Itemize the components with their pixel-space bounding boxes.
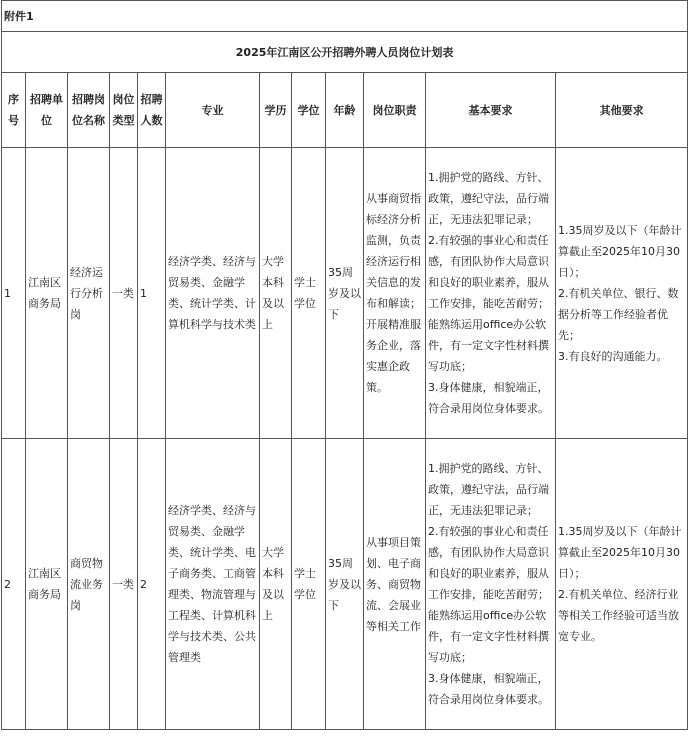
cell-type: 一类 bbox=[110, 148, 138, 439]
cell-no: 1 bbox=[2, 148, 26, 439]
cell-type: 一类 bbox=[110, 439, 138, 730]
header-cell: 其他要求 bbox=[556, 73, 688, 148]
cell-major: 经济学类、经济与贸易类、金融学类、统计学类、电子商务类、工商管理类、物流管理与工程类、计算机科学与技术类、公共管理类 bbox=[166, 439, 260, 730]
header-cell: 序号 bbox=[2, 73, 26, 148]
header-cell: 学历 bbox=[260, 73, 292, 148]
cell-unit: 江南区商务局 bbox=[26, 148, 68, 439]
table-title: 2025年江南区公开招聘外聘人员岗位计划表 bbox=[2, 32, 688, 73]
cell-count: 1 bbox=[138, 148, 166, 439]
header-cell: 招聘人数 bbox=[138, 73, 166, 148]
cell-count: 2 bbox=[138, 439, 166, 730]
cell-education: 大学本科及以上 bbox=[260, 148, 292, 439]
header-cell: 基本要求 bbox=[426, 73, 556, 148]
cell-major: 经济学类、经济与贸易类、金融学类、统计学类、计算机科学与技术类 bbox=[166, 148, 260, 439]
header-cell: 招聘岗位名称 bbox=[68, 73, 110, 148]
cell-position: 商贸物流业务岗 bbox=[68, 439, 110, 730]
table-row bbox=[2, 439, 688, 730]
cell-other: 1.35周岁及以下（年龄计算截止至2025年10月30日）； 2.有机关单位、经济行业等相关工作经验可适当放宽专业。 bbox=[556, 439, 688, 730]
cell-duty: 从事项目策划、电子商务、商贸物流、会展业等相关工作 bbox=[364, 439, 426, 730]
attachment-label: 附件1 bbox=[2, 1, 688, 32]
header-cell: 招聘单位 bbox=[26, 73, 68, 148]
cell-degree: 学士学位 bbox=[292, 148, 326, 439]
cell-unit: 江南区商务局 bbox=[26, 439, 68, 730]
cell-other: 1.35周岁及以下（年龄计算截止至2025年10月30日）； 2.有机关单位、银行、数据分析等工作经验者优先； 3.有良好的沟通能力。 bbox=[556, 148, 688, 439]
cell-position: 经济运行分析岗 bbox=[68, 148, 110, 439]
cell-no: 2 bbox=[2, 439, 26, 730]
header-cell: 专业 bbox=[166, 73, 260, 148]
header-row bbox=[2, 73, 688, 148]
header-cell: 岗位类型 bbox=[110, 73, 138, 148]
cell-age: 35周岁及以下 bbox=[326, 439, 364, 730]
cell-education: 大学本科及以上 bbox=[260, 439, 292, 730]
cell-basic: 1.拥护党的路线、方针、政策，遵纪守法，品行端正，无违法犯罪记录； 2.有较强的事业心和责任感，有团队协作大局意识和良好的职业素养，服从工作安排，能吃苦耐劳；能熟练运用office办公软件，有一定文字性材料撰写功底； 3.身体健康，相貌端正，符合录用岗位身体要求。 bbox=[426, 439, 556, 730]
cell-basic: 1.拥护党的路线、方针、政策，遵纪守法，品行端正，无违法犯罪记录； 2.有较强的事业心和责任感，有团队协作大局意识和良好的职业素养，服从工作安排，能吃苦耐劳；能熟练运用office办公软件，有一定文字性材料撰写功底； 3.身体健康，相貌端正，符合录用岗位身体要求。 bbox=[426, 148, 556, 439]
cell-duty: 从事商贸指标经济分析监测，负责经济运行相关信息的发布和解读；开展精准服务企业，落实惠企政策。 bbox=[364, 148, 426, 439]
cell-degree: 学士学位 bbox=[292, 439, 326, 730]
table-row bbox=[2, 148, 688, 439]
recruitment-plan-table bbox=[1, 0, 688, 730]
cell-age: 35周岁及以下 bbox=[326, 148, 364, 439]
header-cell: 年龄 bbox=[326, 73, 364, 148]
header-cell: 学位 bbox=[292, 73, 326, 148]
header-cell: 岗位职责 bbox=[364, 73, 426, 148]
